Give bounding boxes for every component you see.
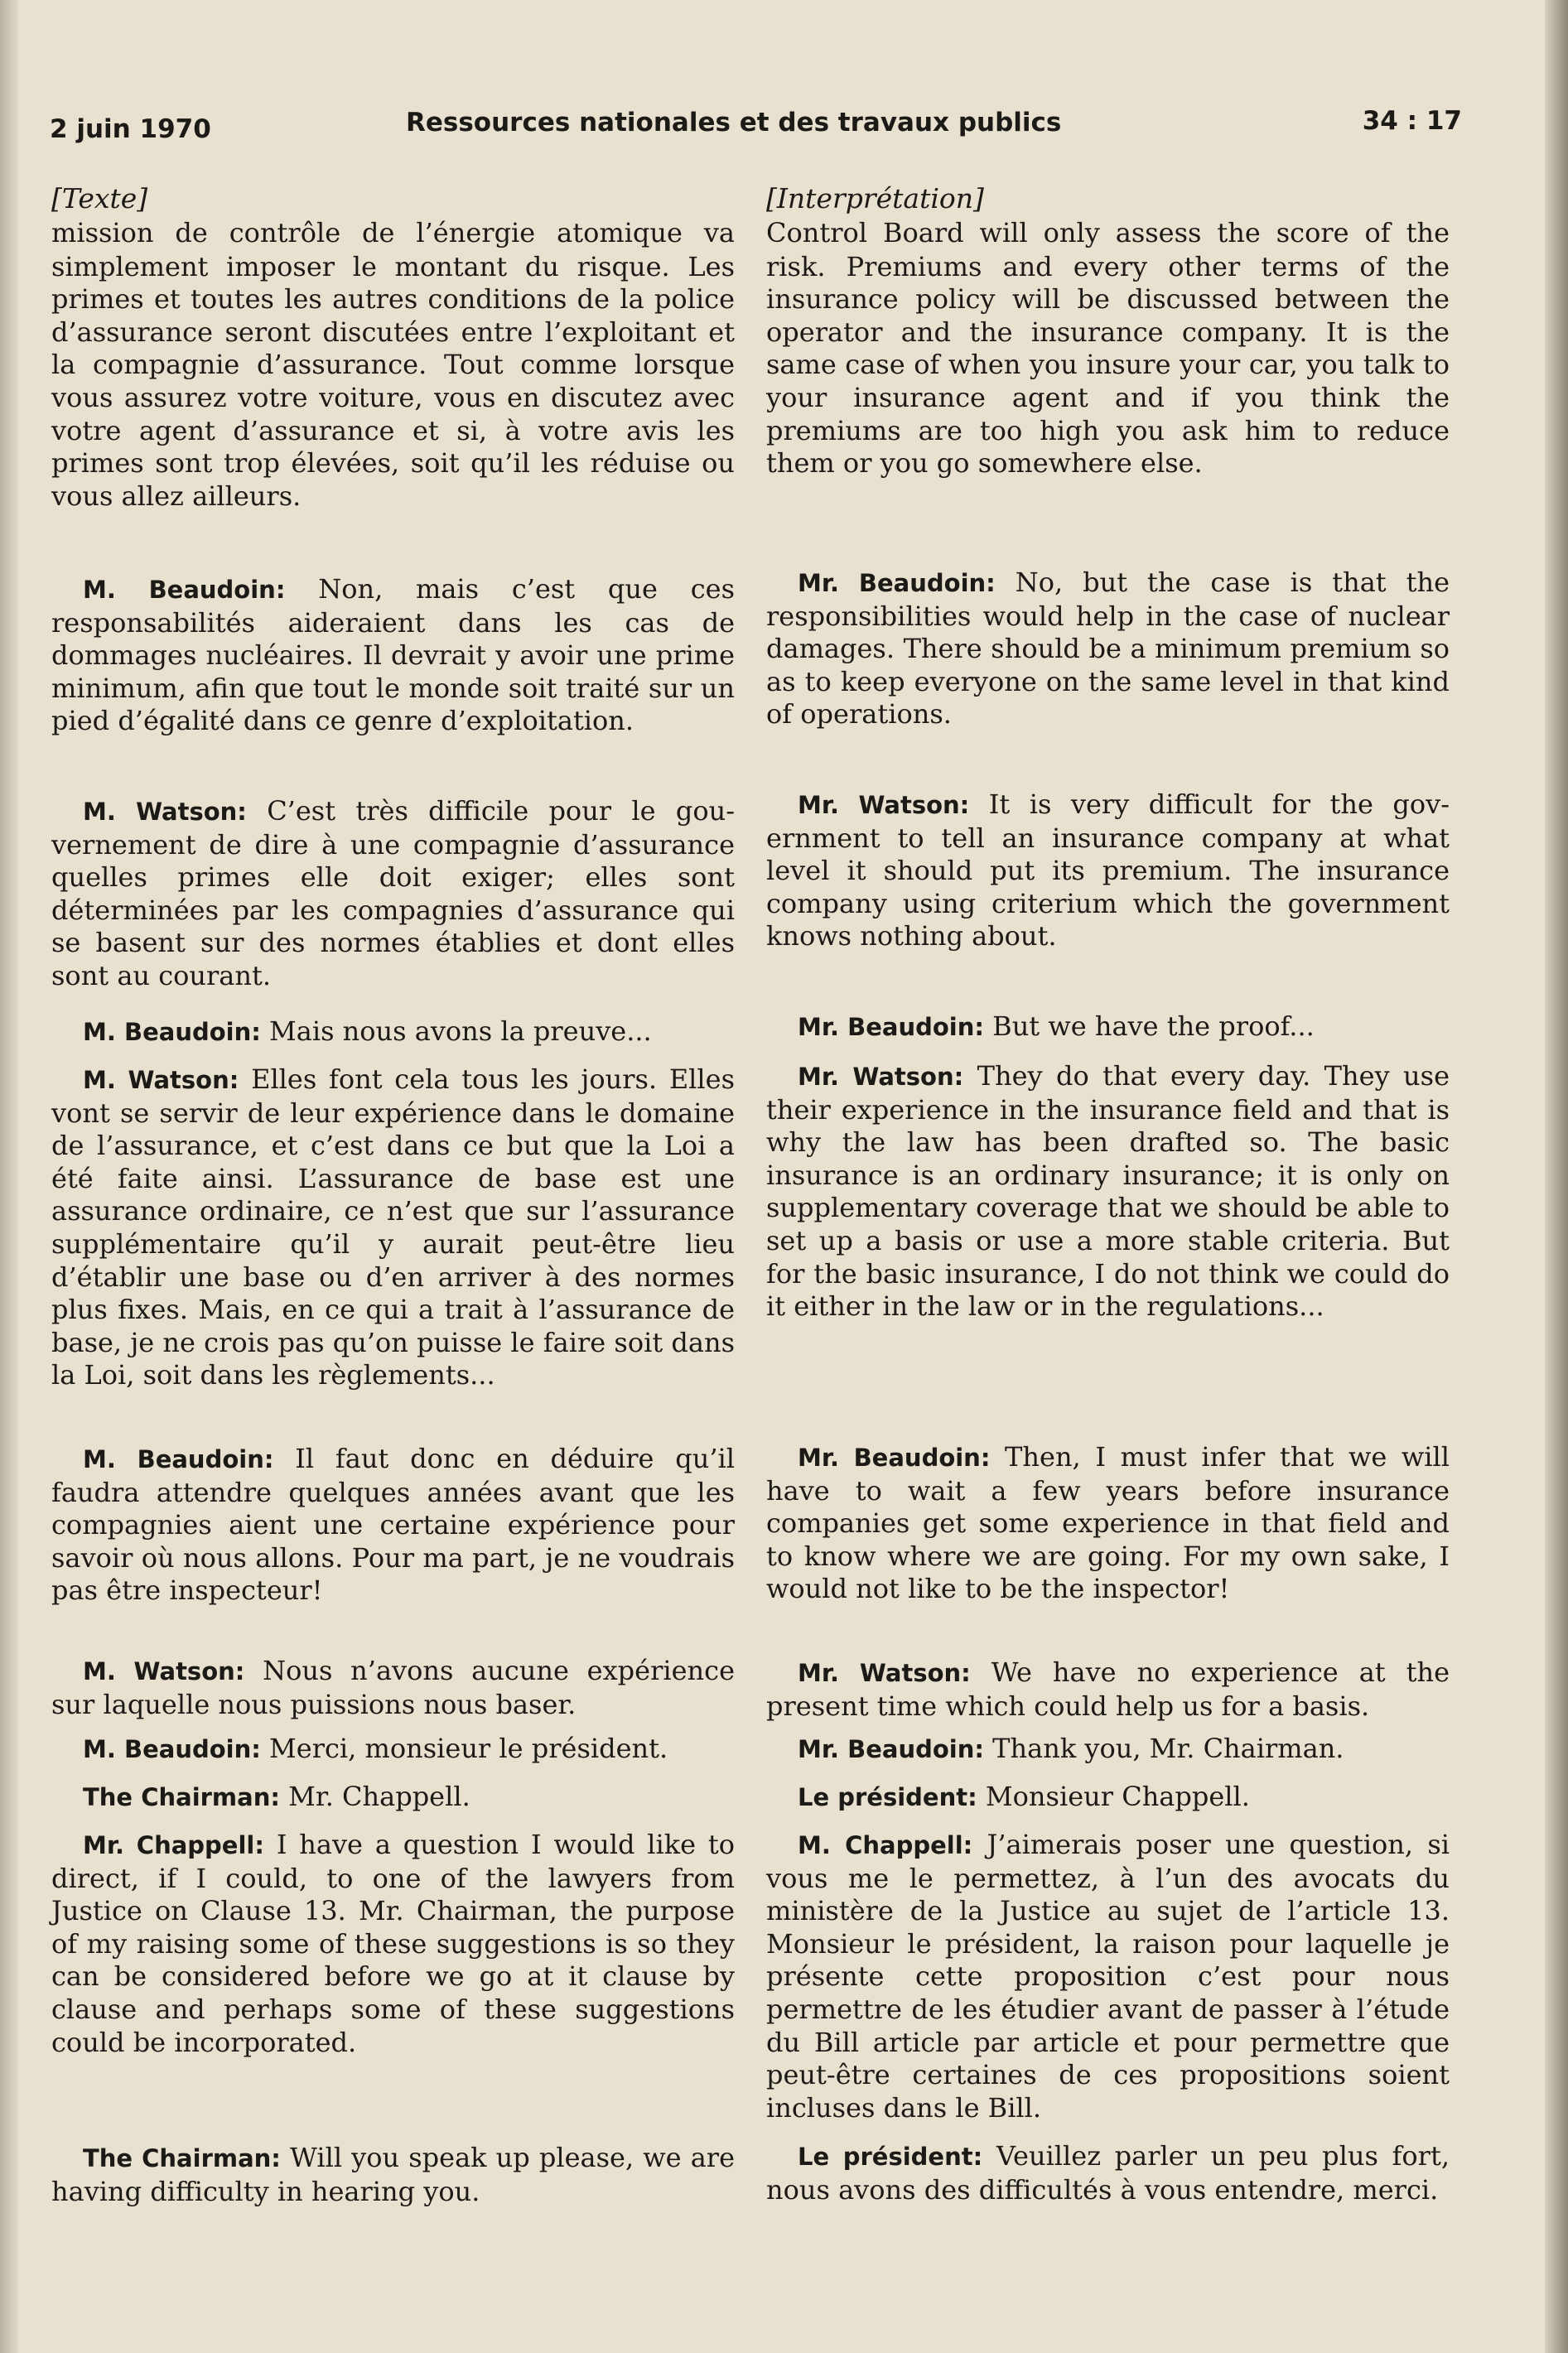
paragraph-text: Monsieur Chappell. xyxy=(985,1781,1250,1812)
page-header xyxy=(50,106,1462,156)
paragraph-text: Mr. Chappell. xyxy=(288,1781,470,1812)
paragraph xyxy=(766,1060,1450,1324)
paragraph xyxy=(766,1441,1450,1606)
paragraph-text: Will you speak up please, we are having difficulty in hearing you. xyxy=(51,2142,736,2207)
speaker-name: Mr. Beaudoin: xyxy=(798,1735,984,1763)
paragraph xyxy=(766,1733,1450,1767)
paragraph-text: They do that every day. They use their experience in the insurance field and that is why the law has been drafted so. The basic insurance is an ordinary insurance; it is only on supplementary coverage that we should be able to set up a basis or use a more stable criteria. But for the basic insurance, I do not think we could do it either in the law or in the regulations... xyxy=(766,1060,1450,1323)
paragraph-text: mission de contrôle de l’énergie atomique va simplement imposer le montant du risque. Les primes et toutes les autres conditions de la police d’assurance seront discutées entre l’exploitant et la compagnie d’assurance. Tout comme lorsque vous assurez votre voiture, vous en discutez avec votre agent d’assurance et si, à votre avis les primes sont trop élevées, soit qu’il les réduise ou vous allez ailleurs. xyxy=(51,217,735,512)
page-left-edge xyxy=(0,0,18,2353)
paragraph xyxy=(51,573,735,738)
speaker-name: M. Watson: xyxy=(83,1657,245,1685)
paragraph xyxy=(51,1015,735,1049)
speaker-name: Mr. Beaudoin: xyxy=(798,1013,984,1041)
paragraph-text: Elles font cela tous les jours. Elles vont se servir de leur expérience dans le domaine de l’assurance, et c’est dans ce but que la Loi a été faite ainsi. L’assurance de base est une assurance ordinaire, ce n’est que sur l’assurance supplémentaire qu’il y aurait peut-être lieu d’établir une base ou d’en arriver à des normes plus fixes. Mais, en ce qui a trait à l’assurance de base, je ne crois pas qu’on puisse le faire soit dans la Loi, soit dans les règlements... xyxy=(51,1063,735,1391)
header-page-number: 34 : 17 xyxy=(1362,106,1462,136)
right-column-label: [Interprétation] xyxy=(766,182,984,215)
paragraph xyxy=(51,1829,735,2059)
paragraph xyxy=(766,1010,1450,1044)
paragraph-text: Non, mais c’est que ces responsabilités aideraient dans les cas de dommages nucléaires. Il devrait y avoir une prime minimum, afin que tout le monde soit traité sur un pied d’égalité dans ce genre d’exploitation. xyxy=(51,573,735,737)
paragraph-text: Il faut donc en déduire qu’il faudra attendre quelques années avant que les compagnies aient une certaine expérience pour savoir où nous allons. Pour ma part, je ne voudrais pas être inspecteur! xyxy=(51,1443,736,1607)
paragraph-text: It is very difficult for the government to tell an insurance company at what level it should put its premium. The insurance company using criterium which the government knows nothing about. xyxy=(766,788,1450,952)
page-right-edge xyxy=(1545,0,1568,2353)
right-column xyxy=(766,182,1450,2206)
header-date: 2 juin 1970 xyxy=(50,114,211,144)
speaker-name: Mr. Watson: xyxy=(798,791,970,819)
speaker-name: Mr. Beaudoin: xyxy=(798,569,996,597)
paragraph-text: I have a question I would like to direct, if I could, to one of the lawyers from Justice on Clause 13. Mr. Chairman, the purpose of my raising some of these suggestions is so they can be considered before we go at it clause by clause and perhaps some of these suggestions could be incorporated. xyxy=(51,1829,736,2058)
speaker-name: M. Beaudoin: xyxy=(83,1735,261,1763)
speaker-name: Mr. Beaudoin: xyxy=(798,1444,991,1472)
paragraph-text: But we have the proof... xyxy=(992,1010,1315,1042)
paragraph xyxy=(51,1443,735,1608)
paragraph xyxy=(766,217,1450,480)
paragraph-text: Then, I must infer that we will have to wait a few years before insurance companies get some experience in that field and to know where we are going. For my own sake, I would not like to be the inspector! xyxy=(766,1441,1450,1605)
speaker-name: M. Watson: xyxy=(83,1066,239,1094)
paragraph xyxy=(51,795,735,993)
paragraph xyxy=(51,1733,735,1767)
paragraph-text: No, but the case is that the responsibilities would help in the case of nuclear damages. There should be a minimum premium so as to keep everyone on the same level in that kind of operations. xyxy=(766,567,1450,730)
paragraph-text: J’aimerais poser une question, si vous me le permettez, à l’un des avocats du ministère de la Justice au sujet de l’article 13. Monsieur le président, la raison pour laquelle je présente cette proposition c’est pour nous permettre de les étudier avant de passer à l’étude du Bill article par article et pour permettre que peut-être certaines de ces propositions soient incluses dans le Bill. xyxy=(766,1829,1450,2124)
speaker-name: Mr. Watson: xyxy=(798,1659,971,1687)
speaker-name: M. Beaudoin: xyxy=(83,1018,261,1046)
paragraph-text: Veuillez parler un peu plus fort, nous avons des difficultés à vous entendre, merci. xyxy=(766,2140,1450,2206)
paragraph xyxy=(766,788,1450,953)
paragraph-text: Mais nous avons la preuve... xyxy=(269,1015,652,1047)
paragraph xyxy=(51,217,735,513)
paragraph xyxy=(51,1781,735,1815)
paragraph xyxy=(51,2142,735,2208)
speaker-name: The Chairman: xyxy=(83,2144,281,2172)
speaker-name: Mr. Chappell: xyxy=(83,1831,264,1859)
paragraph xyxy=(766,567,1450,731)
header-title: Ressources nationales et des travaux publics xyxy=(406,108,1062,137)
speaker-name: The Chairman: xyxy=(83,1783,280,1811)
speaker-name: Le président: xyxy=(798,1783,977,1811)
left-column-label: [Texte] xyxy=(51,182,148,215)
speaker-name: M. Chappell: xyxy=(798,1831,973,1859)
paragraph-text: Nous n’avons aucune expérience sur laquelle nous puissions nous baser. xyxy=(51,1655,736,1720)
paragraph-text: Thank you, Mr. Chairman. xyxy=(992,1733,1344,1764)
paragraph-text: We have no experience at the present time which could help us for a basis. xyxy=(766,1656,1450,1722)
paragraph xyxy=(766,1829,1450,2124)
paragraph-text: Merci, monsieur le président. xyxy=(269,1733,668,1764)
left-column xyxy=(51,182,736,2207)
paragraph xyxy=(766,1781,1450,1815)
speaker-name: M. Beaudoin: xyxy=(83,576,286,604)
paragraph xyxy=(766,2140,1450,2206)
paragraph xyxy=(51,1655,735,1721)
paragraph xyxy=(766,1656,1450,1723)
paragraph-text: Control Board will only assess the score of the risk. Premiums and every other terms of the insurance policy will be discussed between the operator and the insurance company. It is the same case of when you insure your car, you talk to your insurance agent and if you think the premiums are too high you ask him to reduce them or you go somewhere else. xyxy=(766,217,1450,480)
paragraph-text: C’est très difficile pour le gouvernement de dire à une compagnie d’assurance quelles primes elle doit exiger; elles sont déterminées par les compagnies d’assurance qui se basent sur des normes établies et dont elles sont au courant. xyxy=(51,795,735,991)
paragraph xyxy=(51,1063,735,1392)
speaker-name: M. Beaudoin: xyxy=(83,1445,274,1473)
speaker-name: Le président: xyxy=(798,2143,983,2171)
speaker-name: M. Watson: xyxy=(83,798,247,826)
speaker-name: Mr. Watson: xyxy=(798,1063,964,1091)
